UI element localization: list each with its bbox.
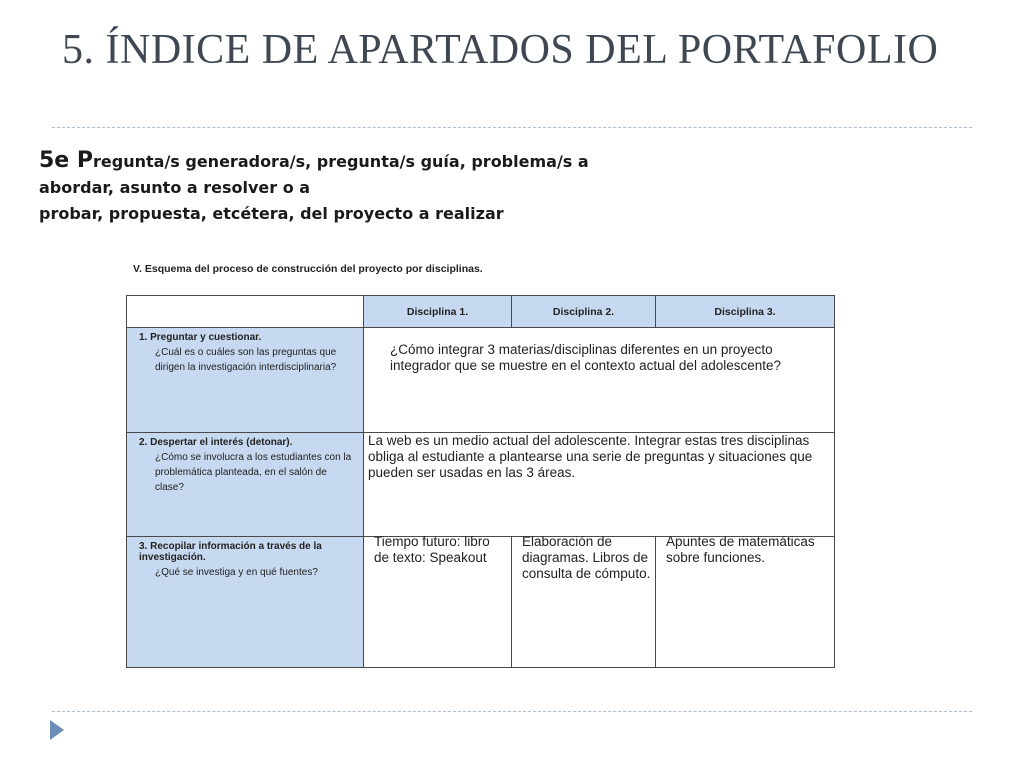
row-answer-discipline-3: Apuntes de matemáticas sobre funciones. [656, 537, 835, 668]
row-answer: La web es un medio actual del adolescente. Integrar estas tres disciplinas obliga al estudiante a plantearse una serie de preguntas y situaciones que pueden ser usadas en las 3 áreas. [364, 433, 835, 537]
row-label: 1. Preguntar y cuestionar. [139, 332, 262, 343]
table-corner-cell [127, 296, 364, 328]
row-label: 3. Recopilar información a través de la investigación. [139, 541, 322, 563]
row-label-cell [127, 537, 364, 668]
subtitle [39, 148, 739, 227]
row-question: ¿Cuál es o cuáles son las preguntas que dirigen la investigación interdisciplinaria? [155, 347, 337, 373]
row-answer-discipline-2: Elaboración de diagramas. Libros de consulta de cómputo. [512, 537, 656, 668]
table-row [127, 328, 835, 433]
discipline-scheme-table [126, 295, 835, 668]
row-label: 2. Despertar el interés (detonar). [139, 437, 293, 448]
row-question: ¿Qué se investiga y en qué fuentes? [155, 567, 318, 578]
column-header: Disciplina 3. [656, 296, 835, 328]
table-row [127, 537, 835, 668]
table-row [127, 433, 835, 537]
subtitle-line3: probar, propuesta, etcétera, del proyecto a realizar [39, 204, 504, 223]
top-divider [52, 127, 972, 128]
row-label-cell [127, 328, 364, 433]
row-answer-discipline-1: Tiempo futuro: libro de texto: Speakout [364, 537, 512, 668]
column-header: Disciplina 1. [364, 296, 512, 328]
document-heading: V. Esquema del proceso de construcción del proyecto por disciplinas. [133, 263, 483, 275]
subtitle-line2: abordar, asunto a resolver o a [39, 178, 311, 197]
next-slide-arrow-icon[interactable] [50, 720, 64, 740]
row-label-cell [127, 433, 364, 537]
bottom-divider [52, 711, 972, 712]
subtitle-first-letter: P [76, 148, 94, 173]
subtitle-prefix: 5e [39, 148, 77, 173]
row-question: ¿Cómo se involucra a los estudiantes con la problemática planteada, en el salón de clase? [155, 452, 352, 493]
column-header: Disciplina 2. [512, 296, 656, 328]
slide-title: 5. ÍNDICE DE APARTADOS DEL PORTAFOLIO [62, 27, 939, 73]
subtitle-line1: regunta/s generadora/s, pregunta/s guía, problema/s a [93, 152, 589, 171]
row-answer: ¿Cómo integrar 3 materias/disciplinas diferentes en un proyecto integrador que se muestre en el contexto actual del adolescente? [364, 328, 835, 433]
